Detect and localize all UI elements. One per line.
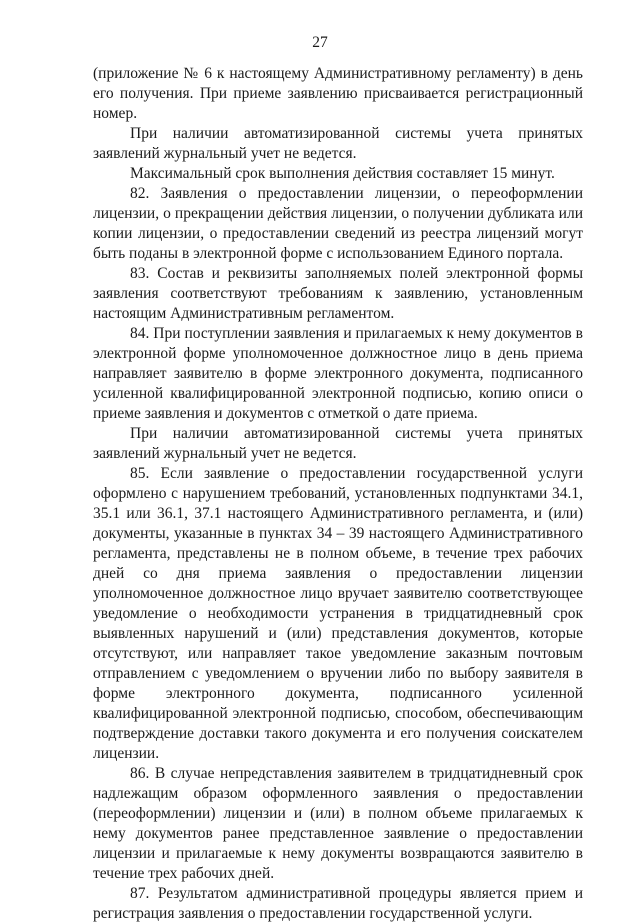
paragraph-82: 82. Заявления о предоставлении лицензии, о переоформлении лицензии, о прекращении действия лицензии, о получении дубликата или копии лицензии, о предоставлении сведений из реестра лицензий могут быть поданы в электронной форме с использованием Единого портала. xyxy=(93,185,583,262)
paragraph-87: 87. Результатом административной процедуры является прием и регистрация заявления о предоставлении государственной услуги. xyxy=(93,885,583,922)
paragraph-continuation: (приложение № 6 к настоящему Административному регламенту) в день его получения. При приеме заявлению присваивается регистрационный номер. xyxy=(93,65,583,122)
paragraph-journal-note-2: При наличии автоматизированной системы учета принятых заявлений журнальный учет не ведется. xyxy=(93,425,583,462)
paragraph-84: 84. При поступлении заявления и прилагаемых к нему документов в электронной форме уполномоченное должностное лицо в день приема направляет заявителю в форме электронного документа, подписанного усиленной квалифицированной электронной подписью, копию описи о приеме заявления и документов с отметкой о дате приема. xyxy=(93,325,583,422)
paragraph-journal-note: При наличии автоматизированной системы учета принятых заявлений журнальный учет не ведется. xyxy=(93,125,583,162)
document-body xyxy=(93,64,583,924)
paragraph-max-time: Максимальный срок выполнения действия составляет 15 минут. xyxy=(130,165,555,182)
paragraph-83: 83. Состав и реквизиты заполняемых полей электронной формы заявления соответствуют требованиям к заявлению, установленным настоящим Административным регламентом. xyxy=(93,265,583,322)
paragraph-85: 85. Если заявление о предоставлении государственной услуги оформлено с нарушением требований, установленных подпунктами 34.1, 35.1 или 36.1, 37.1 настоящего Административного регламента, и (или) документы, указанные в пунктах 34 – 39 настоящего Административного регламента, представлены не в полном объеме, в течение трех рабочих дней со дня приема заявления о предоставлении лицензии уполномоченное должностное лицо вручает заявителю соответствующее уведомление о необходимости устранения в тридцатидневный срок выявленных нарушений и (или) представления документов, которые отсутствуют, или направляет такое уведомление заказным почтовым отправлением с уведомлением о вручении либо по выбору заявителя в форме электронного документа, подписанного усиленной квалифицированной электронной подписью, способом, обеспечивающим подтверждение доставки такого документа и его получения соискателем лицензии. xyxy=(93,465,583,762)
page-number: 27 xyxy=(312,34,328,51)
paragraph-86: 86. В случае непредставления заявителем в тридцатидневный срок надлежащим образом оформленного заявления о предоставлении (переоформлении) лицензии и (или) в полном объеме прилагаемых к нему документов ранее представленное заявление о предоставлении лицензии и прилагаемые к нему документы возвращаются заявителю в течение трех рабочих дней. xyxy=(93,765,583,882)
